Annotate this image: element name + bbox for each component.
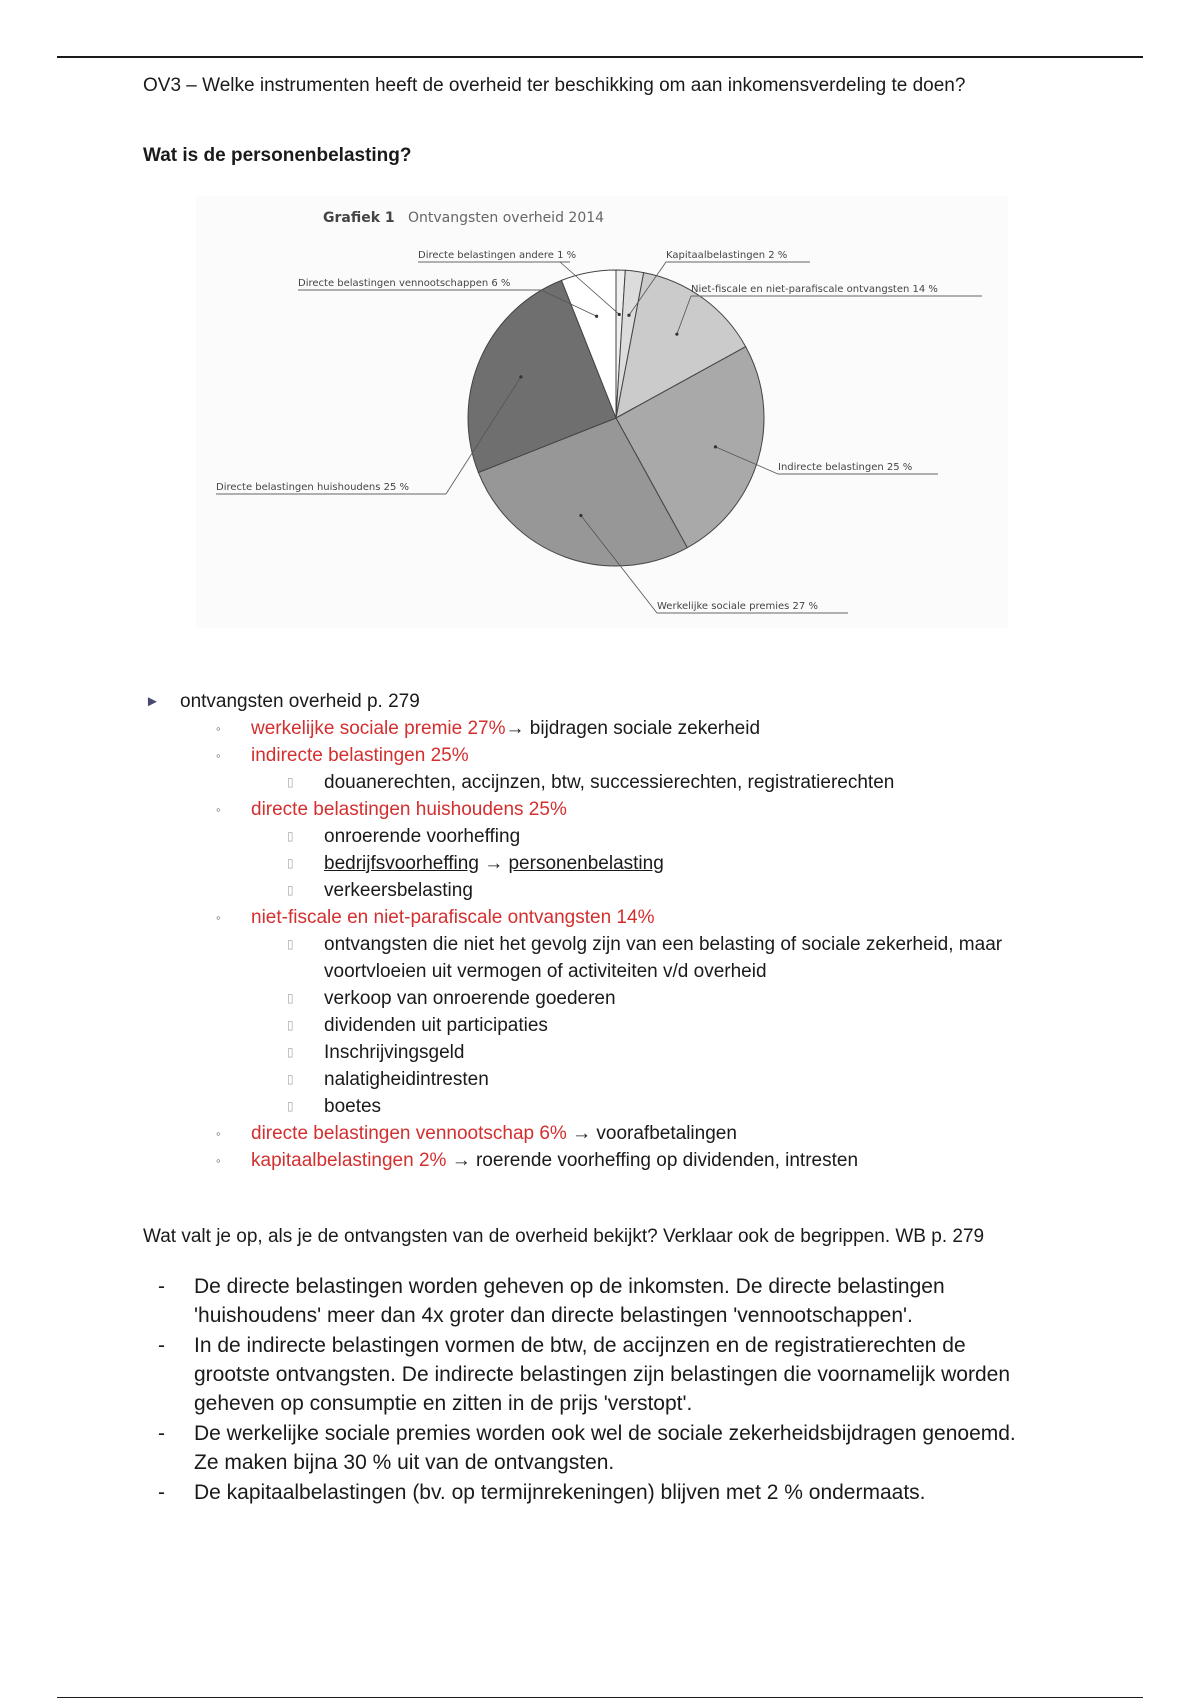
triangle-bullet-icon: ►	[145, 693, 160, 710]
workbook-question: Wat valt je op, als je de ontvangsten van de overheid bekijkt? Verklaar ook de begrippen. WB p. 279	[143, 1226, 985, 1247]
answer-item	[143, 1419, 1043, 1477]
arrow-icon: →	[451, 1150, 471, 1171]
top-rule	[57, 56, 1143, 58]
square-bullet-icon: ▯	[287, 937, 294, 951]
circle-bullet-icon: ◦	[216, 721, 221, 736]
list-item	[143, 904, 1103, 931]
square-bullet-icon: ▯	[287, 775, 294, 789]
item-detail: voorafbetalingen	[591, 1123, 737, 1144]
leader-dot	[627, 314, 630, 317]
square-bullet-icon: ▯	[287, 991, 294, 1005]
chart-title-prefix: Grafiek 1	[323, 210, 395, 226]
list-item	[143, 1147, 1103, 1174]
sub-item: verkeersbelasting	[324, 880, 473, 901]
leader-dot	[714, 445, 717, 448]
bottom-rule	[57, 1697, 1143, 1698]
leader-dot	[519, 375, 522, 378]
square-bullet-icon: ▯	[287, 1045, 294, 1059]
answer-item	[143, 1272, 1043, 1330]
section-question: Wat is de personenbelasting?	[143, 145, 412, 166]
list-item	[143, 715, 1103, 742]
list-item	[143, 1066, 1103, 1093]
answer-text: De kapitaalbelastingen (bv. op termijnrekeningen) blijven met 2 % ondermaats.	[194, 1481, 926, 1504]
sub-item-target: personenbelasting	[508, 853, 664, 874]
dash-bullet-icon: -	[158, 1334, 165, 1357]
item-label: directe belastingen vennootschap 6%	[251, 1123, 567, 1144]
leader-dot	[675, 333, 678, 336]
square-bullet-icon: ▯	[287, 1099, 294, 1113]
slice-label: Directe belastingen andere 1 %	[418, 250, 577, 261]
answer-text: De werkelijke sociale premies worden ook wel de sociale zekerheidsbijdragen genoemd. Ze maken bijna 30 % uit van de ontvangsten.	[194, 1422, 1016, 1474]
item-label: niet-fiscale en niet-parafiscale ontvangsten 14%	[251, 907, 655, 928]
slice-label: Niet-fiscale en niet-parafiscale ontvangsten 14 %	[691, 284, 938, 295]
item-detail: roerende voorheffing op dividenden, intresten	[470, 1150, 859, 1171]
arrow-icon: →	[572, 1123, 592, 1144]
list-item	[143, 823, 1103, 850]
sub-item: verkoop van onroerende goederen	[324, 988, 616, 1009]
sub-item: douanerechten, accijnzen, btw, successierechten, registratierechten	[324, 772, 895, 793]
item-label: werkelijke sociale premie 27%	[251, 718, 506, 739]
item-label: indirecte belastingen 25%	[251, 745, 469, 766]
slice-label: Indirecte belastingen 25 %	[778, 462, 913, 473]
sub-item: ontvangsten die niet het gevolg zijn van een belasting of sociale zekerheid, maar voortvloeien uit vermogen of activiteiten v/d overheid	[324, 934, 1003, 982]
list-item	[143, 688, 1103, 715]
list-item	[143, 1012, 1103, 1039]
arrow-icon: →	[505, 718, 525, 739]
answer-list	[143, 1272, 1043, 1508]
dash-bullet-icon: -	[158, 1422, 165, 1445]
list-item	[143, 931, 1103, 985]
sub-item: Inschrijvingsgeld	[324, 1042, 465, 1063]
square-bullet-icon: ▯	[287, 883, 294, 897]
dash-bullet-icon: -	[158, 1275, 165, 1298]
page-heading: OV3 – Welke instrumenten heeft de overheid ter beschikking om aan inkomensverdeling te doen?	[143, 75, 966, 96]
outline-list	[143, 688, 1103, 1174]
answer-item	[143, 1331, 1043, 1418]
list-item	[143, 769, 1103, 796]
sub-item: nalatigheidintresten	[324, 1069, 489, 1090]
sub-item: bedrijfsvoorheffing	[324, 853, 479, 874]
leader-dot	[618, 313, 621, 316]
pie-chart	[196, 196, 1008, 628]
slice-label: Werkelijke sociale premies 27 %	[657, 601, 818, 612]
pie-slices	[468, 270, 764, 566]
list-item	[143, 1093, 1103, 1120]
circle-bullet-icon: ◦	[216, 802, 221, 817]
circle-bullet-icon: ◦	[216, 1126, 221, 1141]
square-bullet-icon: ▯	[287, 829, 294, 843]
square-bullet-icon: ▯	[287, 856, 294, 870]
sub-item: boetes	[324, 1096, 382, 1117]
item-label: directe belastingen huishoudens 25%	[251, 799, 567, 820]
list-item	[143, 985, 1103, 1012]
circle-bullet-icon: ◦	[216, 910, 221, 925]
answer-text: De directe belastingen worden geheven op de inkomsten. De directe belastingen 'huishoudens' meer dan 4x groter dan directe belastingen 'vennootschappen'.	[194, 1275, 945, 1327]
item-detail: bijdragen sociale zekerheid	[524, 718, 761, 739]
slice-label: Directe belastingen huishoudens 25 %	[216, 482, 410, 493]
list-item	[143, 1039, 1103, 1066]
square-bullet-icon: ▯	[287, 1018, 294, 1032]
list-item	[143, 877, 1103, 904]
list-item	[143, 1120, 1103, 1147]
list-item	[143, 742, 1103, 769]
list-item	[143, 796, 1103, 823]
circle-bullet-icon: ◦	[216, 1153, 221, 1168]
leader-dot	[595, 315, 598, 318]
square-bullet-icon: ▯	[287, 1072, 294, 1086]
slice-label: Directe belastingen vennootschappen 6 %	[298, 278, 511, 289]
slice-label: Kapitaalbelastingen 2 %	[666, 250, 788, 261]
sub-item: dividenden uit participaties	[324, 1015, 548, 1036]
answer-text: In de indirecte belastingen vormen de btw, de accijnzen en de registratierechten de grootste ontvangsten. De indirecte belastingen zijn belastingen die voornamelijk worden geheven op consumptie en zitten in de prijs 'verstopt'.	[194, 1334, 1010, 1415]
dash-bullet-icon: -	[158, 1481, 165, 1504]
item-label: kapitaalbelastingen 2%	[251, 1150, 447, 1171]
outline-main: ontvangsten overheid p. 279	[180, 691, 420, 712]
leader-dot	[579, 514, 582, 517]
chart-title: Ontvangsten overheid 2014	[408, 210, 605, 226]
answer-item	[143, 1478, 1043, 1507]
pie-chart-svg	[196, 196, 1008, 628]
sub-item: onroerende voorheffing	[324, 826, 521, 847]
arrow-icon: →	[484, 853, 504, 874]
list-item	[143, 850, 1103, 877]
circle-bullet-icon: ◦	[216, 748, 221, 763]
